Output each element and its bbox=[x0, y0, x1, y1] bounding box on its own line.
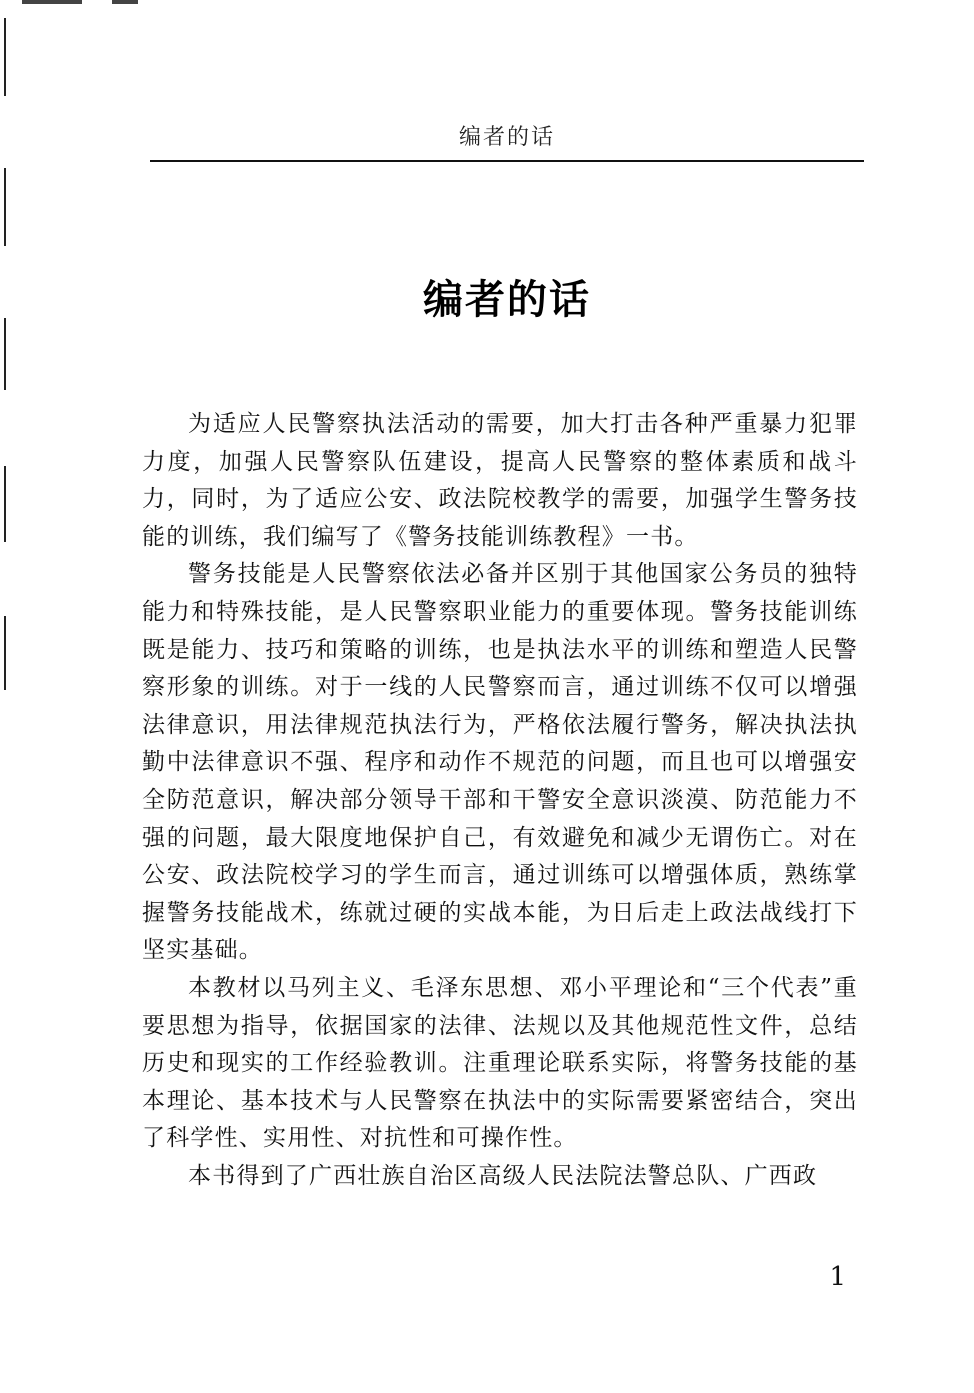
scan-edge-mark bbox=[4, 318, 6, 390]
paragraph: 本教材以马列主义、毛泽东思想、邓小平理论和“三个代表”重要思想为指导，依据国家的法律、法规以及其他规范性文件，总结历史和现实的工作经验教训。注重理论联系实际，将警务技能的基本理论、基本技术与人民警察在执法中的实际需要紧密结合，突出了科学性、实用性、对抗性和可操作性。 bbox=[142, 974, 858, 1152]
running-head: 编者的话 bbox=[458, 125, 555, 150]
paragraph: 本书得到了广西壮族自治区高级人民法院法警总队、广西政 bbox=[188, 1162, 818, 1189]
scan-edge-mark bbox=[4, 18, 6, 96]
scan-edge-mark bbox=[4, 168, 6, 246]
scan-edge-mark bbox=[4, 616, 6, 690]
paragraph: 警务技能是人民警察依法必备并区别于其他国家公务员的独特能力和特殊技能，是人民警察职业能力的重要体现。警务技能训练既是能力、技巧和策略的训练，也是执法水平的训练和塑造人民警察形象的训练。对于一线的人民警察而言，通过训练不仅可以增强法律意识，用法律规范执法行为，严格依法履行警务，解决执法执勤中法律意识不强、程序和动作不规范的问题，而且也可以增强安全防范意识，解决部分领导干部和干警安全意识淡漠、防范能力不强的问题，最大限度地保护自己，有效避免和减少无谓伤亡。对在公安、政法院校学习的学生而言，通过训练可以增强体质，熟练掌握警务技能战术，练就过硬的实战本能，为日后走上政法战线打下坚实基础。 bbox=[142, 561, 858, 964]
scan-edge-mark bbox=[4, 466, 6, 542]
body-text bbox=[142, 406, 858, 1195]
page-title: 编者的话 bbox=[423, 276, 591, 323]
scan-corner-mark bbox=[22, 0, 82, 4]
header-rule bbox=[150, 160, 864, 162]
page-number: 1 bbox=[829, 1262, 846, 1292]
scan-corner-mark bbox=[112, 0, 138, 4]
paragraph: 为适应人民警察执法活动的需要，加大打击各种严重暴力犯罪力度，加强人民警察队伍建设，提高人民警察的整体素质和战斗力，同时，为了适应公安、政法院校教学的需要，加强学生警务技能的训练，我们编写了《警务技能训练教程》一书。 bbox=[142, 411, 858, 550]
